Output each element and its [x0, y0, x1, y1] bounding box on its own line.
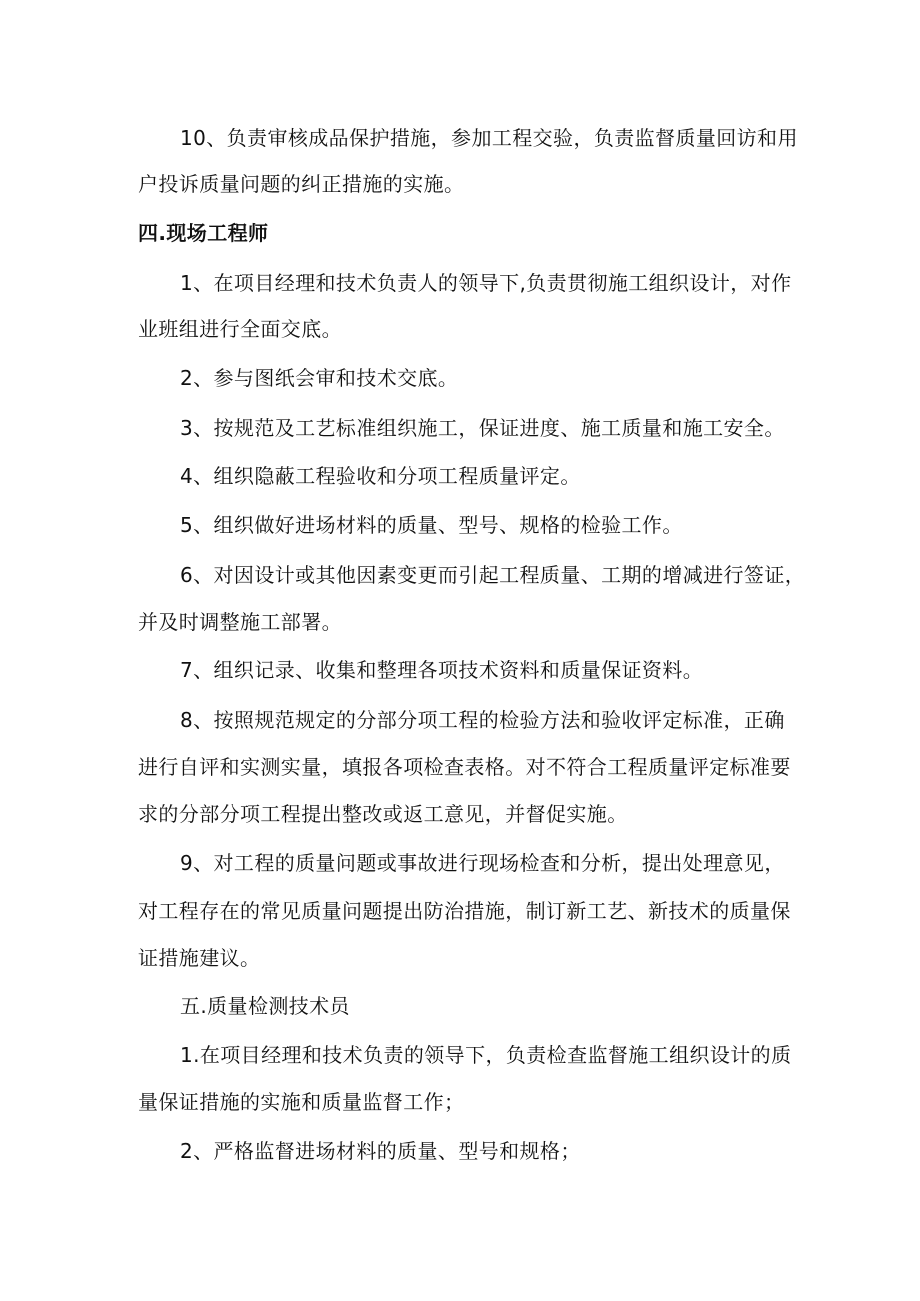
section-heading-quality-inspector: 五.质量检测技术员 — [180, 994, 350, 1018]
paragraph-9-line-2: 对工程存在的常见质量问题提出防治措施，制订新工艺、新技术的质量保 — [138, 899, 791, 923]
paragraph-6-line-1: 6、对因设计或其他因素变更而引起工程质量、工期的增减进行签证， — [180, 563, 806, 587]
paragraph-8-line-2: 进行自评和实测实量，填报各项检查表格。对不符合工程质量评定标准要 — [138, 755, 791, 779]
paragraph-9-line-1: 9、对工程的质量问题或事故进行现场检查和分析，提出处理意见， — [180, 851, 785, 875]
inspector-paragraph-1-line-1: 1.在项目经理和技术负责的领导下，负责检查监督施工组织设计的质 — [180, 1043, 792, 1067]
paragraph-9-line-3: 证措施建议。 — [138, 946, 261, 970]
paragraph-10-line-1: 10、负责审核成品保护措施，参加工程交验，负责监督质量回访和用 — [180, 126, 798, 150]
paragraph-7: 7、组织记录、收集和整理各项技术资料和质量保证资料。 — [180, 658, 704, 682]
paragraph-3: 3、按规范及工艺标准组织施工，保证进度、施工质量和施工安全。 — [180, 416, 785, 440]
inspector-paragraph-2: 2、严格监督进场材料的质量、型号和规格； — [180, 1139, 581, 1163]
paragraph-4: 4、组织隐蔽工程验收和分项工程质量评定。 — [180, 464, 581, 488]
paragraph-5: 5、组织做好进场材料的质量、型号、规格的检验工作。 — [180, 513, 683, 537]
paragraph-1-line-1: 1、在项目经理和技术负责人的领导下,负责贯彻施工组织设计，对作 — [180, 271, 792, 295]
section-heading-site-engineer: 四.现场工程师 — [138, 221, 269, 245]
paragraph-8-line-3: 求的分部分项工程提出整改或返工意见，并督促实施。 — [138, 802, 628, 826]
paragraph-8-line-1: 8、按照规范规定的分部分项工程的检验方法和验收评定标准，正确 — [180, 708, 785, 732]
paragraph-1-line-2: 业班组进行全面交底。 — [138, 317, 342, 341]
inspector-paragraph-1-line-2: 量保证措施的实施和质量监督工作； — [138, 1090, 465, 1114]
paragraph-2: 2、参与图纸会审和技术交底。 — [180, 366, 459, 390]
paragraph-6-line-2: 并及时调整施工部署。 — [138, 610, 342, 634]
paragraph-10-line-2: 户投诉质量问题的纠正措施的实施。 — [138, 172, 465, 196]
